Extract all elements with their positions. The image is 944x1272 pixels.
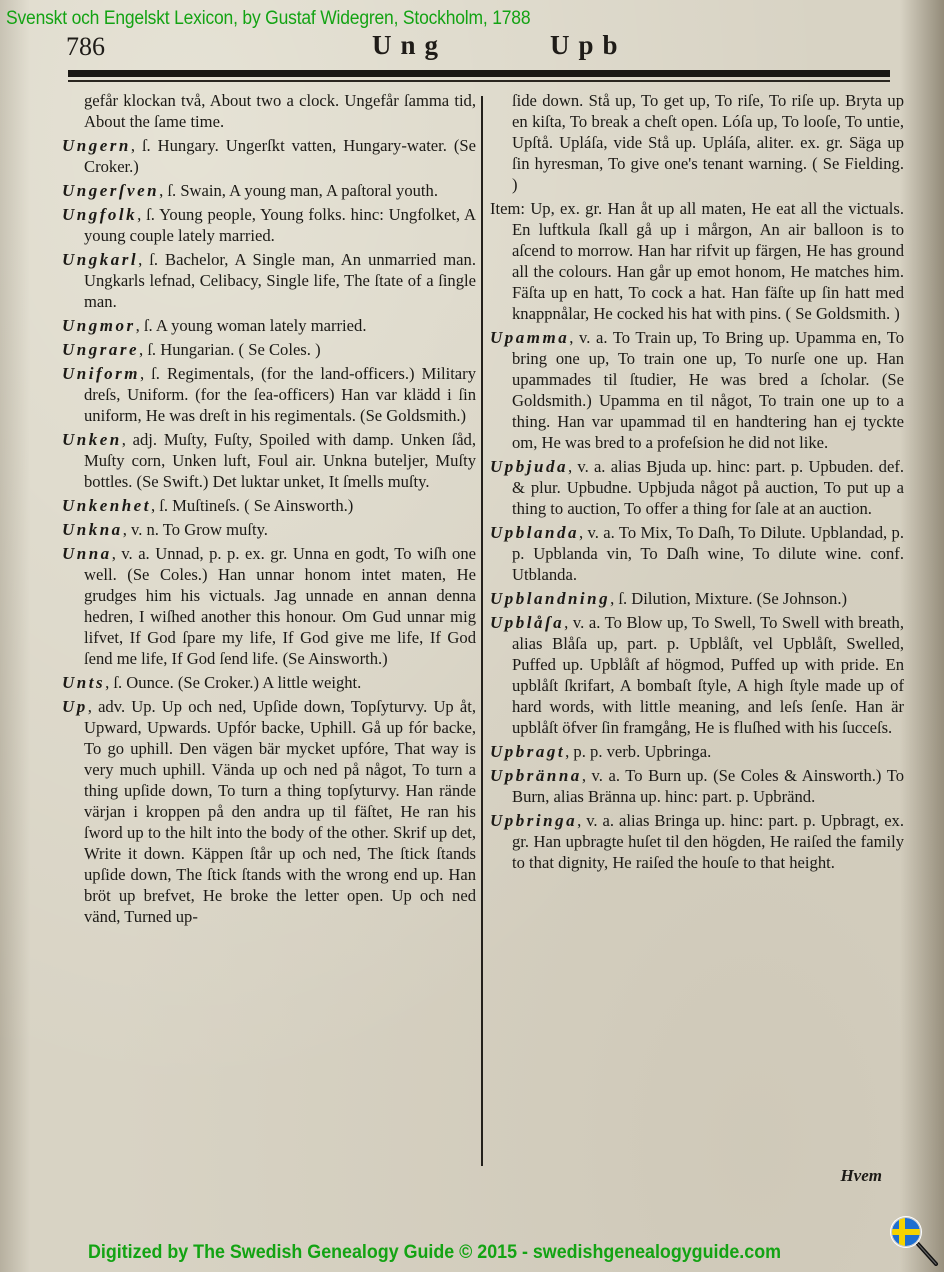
entry-headword: Ungmor [62, 316, 136, 335]
dictionary-entry [62, 90, 476, 132]
entry-definition: , v. a. To Blow up, To Swell, To Swell with breath, alias Blåſa up, part. p. Upblåſt, vel Upblåſt, Swelled, Puffed up. Upblåſt af högmod, Puffed up with pride. En upblåſt ſkrifart, A bombaſt ſtyle, A high ſtyle made up of hard words, with little meaning, and leſs ſenſe. Han är upblåſt öfver ſin framgång, He is fluſhed with his ſucceſs. [512, 613, 904, 737]
entry-definition: , v. n. To Grow muſty. [122, 520, 268, 539]
dictionary-entry [62, 249, 476, 312]
dictionary-entry [62, 429, 476, 492]
entry-headword: Unna [62, 544, 112, 563]
entry-headword: Unts [62, 673, 106, 692]
entry-definition: , ſ. Ounce. (Se Croker.) A little weight. [105, 673, 362, 692]
column-divider [481, 96, 483, 1166]
entry-headword: Unkna [62, 520, 123, 539]
dictionary-entry [62, 495, 476, 516]
running-head-right: Upb [550, 30, 627, 60]
dictionary-entry [490, 327, 904, 453]
dictionary-entry [490, 522, 904, 585]
dictionary-entry [490, 588, 904, 609]
entry-headword: Uniform [62, 364, 140, 383]
entry-headword: Up [62, 697, 88, 716]
dictionary-entry [490, 810, 904, 873]
entry-definition: gefår klockan två, About two a clock. Ungefår ſamma tid, About the ſame time. [84, 91, 476, 131]
swedish-flag-magnifier-icon[interactable] [888, 1214, 940, 1266]
dictionary-entry [62, 315, 476, 336]
entry-definition: , ſ. Swain, A young man, A paſtoral youth. [159, 181, 438, 200]
entry-headword: Ungfolk [62, 205, 138, 224]
entry-headword: Ungrare [62, 340, 140, 359]
entry-definition: , v. a. To Burn up. (Se Coles & Ainsworth.) To Burn, alias Bränna up. hinc: part. p. Upbränd. [512, 766, 904, 806]
dictionary-entry [62, 180, 476, 201]
entry-definition: , ſ. Bachelor, A Single man, An unmarried man. Ungkarls lefnad, Celibacy, Single life, The ſtate of a ſingle man. [84, 250, 476, 311]
entry-definition: , ſ. Hungarian. ( Se Coles. ) [139, 340, 321, 359]
entry-headword: Upblåſa [490, 613, 565, 632]
dictionary-entry [490, 456, 904, 519]
entry-definition: , adj. Muſty, Fuſty, Spoiled with damp. Unken ſåd, Muſty corn, Unken luft, Foul air. Unkna buteljer, Muſty bottles. (Se Swift.) Det luktar unket, It ſmells muſty. [84, 430, 476, 491]
dictionary-entry [490, 90, 904, 195]
dictionary-entry [62, 543, 476, 669]
header-rule-thick [68, 70, 890, 77]
dictionary-entry [62, 204, 476, 246]
entry-headword: Unkenhet [62, 496, 151, 515]
right-column [490, 90, 904, 876]
dictionary-entry [490, 612, 904, 738]
entry-headword: Ungerſven [62, 181, 160, 200]
dictionary-entry [62, 339, 476, 360]
dictionary-entry [490, 765, 904, 807]
page-number: 786 [66, 32, 105, 61]
entry-definition: , v. a. Unnad, p. p. ex. gr. Unna en godt, To wiſh one well. (Se Coles.) Han unnar honom intet maten, He grudges him his victuals. Jag unnade en annan denna hedren, I wiſhed another this honour. Om Gud unnar mig lifvet, If God ſpare my life, If God give me life, If God ſend me life, If God ſend life. (Se Ainsworth.) [84, 544, 476, 668]
running-head-left: Ung [372, 30, 448, 60]
dictionary-entry [62, 519, 476, 540]
dictionary-entry [62, 696, 476, 927]
header-rule-thin [68, 80, 890, 82]
dictionary-entry [62, 135, 476, 177]
entry-definition: , ſ. Young people, Young folks. hinc: Ungfolket, A young couple lately married. [84, 205, 476, 245]
entry-headword: Upbjuda [490, 457, 568, 476]
left-column [62, 90, 476, 930]
footer-credit: Digitized by The Swedish Genealogy Guide © 2015 - swedishgenealogyguide.com [88, 1242, 782, 1263]
dictionary-entry [62, 363, 476, 426]
entry-headword: Upamma [490, 328, 570, 347]
entry-definition: , ſ. Dilution, Mixture. (Se Johnson.) [610, 589, 848, 608]
entry-definition: , adv. Up. Up och ned, Upſide down, Topſyturvy. Up åt, Upward, Upwards. Upfór backe, Uphill. Gå up fór backe, To go uphill. Den vägen bär mycket upfóre, That way is very much uphill. Vända up och ned på något, To turn a thing upſide down, To turn a thing topſyturvy. Han rände värjan i kroppen på den andra up til fäſtet, He ran his ſword up to the hilt into the body of the other. Skrif up det, Write it down. Käppen ſtår up och ned, The ſtick ſtands upſide down, The ſtick ſtands with the wrong end up. Han bröt up brefvet, He broke the letter open. Up och ned vänd, Turned up- [84, 697, 476, 926]
entry-definition: ſide down. Stå up, To get up, To riſe, To riſe up. Bryta up en kiſta, To break a cheſt open. Lóſa up, To looſe, To untie, Upſtå. Upláſa, vide Stå up. Upláſa, aliter. ex. gr. Säga up ſin hyresman, To give one's tenant warning. ( Se Fielding. ) [512, 91, 904, 194]
entry-headword: Upbränna [490, 766, 582, 785]
entry-headword: Ungern [62, 136, 131, 155]
banner-title: Svenskt och Engelskt Lexicon, by Gustaf Widegren, Stockholm, 1788 [6, 8, 531, 29]
entry-headword: Unken [62, 430, 122, 449]
entry-definition: , v. a. To Train up, To Bring up. Upamma en, To bring one up, To train one up, To nurſe one up. Han upammades til ſtudier, He was bred a ſcholar. (Se Goldsmith.) Upamma en til något, To train one up to a thing. Han var upammad til en handtering han ej tyckte om, He was bred to a profeſsion he did not like. [512, 328, 904, 452]
entry-definition: , v. a. alias Bringa up. hinc: part. p. Upbragt, ex. gr. Han upbragte huſet til den högden, He raiſed the family to that dignity, He raiſed the houſe to that height. [512, 811, 904, 872]
entry-headword: Ungkarl [62, 250, 139, 269]
entry-definition: , ſ. A young woman lately married. [135, 316, 367, 335]
entry-definition: , ſ. Hungary. Ungerſkt vatten, Hungary-water. (Se Croker.) [84, 136, 476, 176]
catchword: Hvem [840, 1166, 882, 1185]
entry-headword: Upbringa [490, 811, 578, 830]
entry-headword: Upbragt [490, 742, 566, 761]
entry-definition: , v. a. To Mix, To Daſh, To Dilute. Upblandad, p. p. Upblanda vin, To Daſh wine, To dilute wine. conf. Utblanda. [512, 523, 904, 584]
entry-headword: Upblandning [490, 589, 611, 608]
dictionary-entry [490, 198, 904, 324]
dictionary-entry [490, 741, 904, 762]
entry-definition: Item: Up, ex. gr. Han åt up all maten, He eat all the victuals. En luftkula ſkall gå up i mårgon, An air balloon is to aſcend to morrow. Han har rifvit up färgen, He has ground all the colours. Han går up emot honom, He matches him. Fäſta up en hatt, To cock a hat. Han fäſte up ſin hatt med knappnålar, He cocked his hat with pins. ( Se Goldsmith. ) [490, 199, 904, 323]
entry-definition: , ſ. Muſtineſs. ( Se Ainsworth.) [150, 496, 354, 515]
entry-definition: , v. a. alias Bjuda up. hinc: part. p. Upbuden. def. & plur. Upbudne. Upbjuda något på auction, To put up a thing to auction, To offer a thing for ſale at an auction. [512, 457, 904, 518]
entry-definition: , ſ. Regimentals, (for the land-officers.) Military dreſs, Uniform. (for the ſea-officers) Han var klädd i ſin uniform, He was dreſt in his regimentals. (Se Goldsmith.) [84, 364, 476, 425]
dictionary-entry [62, 672, 476, 693]
entry-definition: , p. p. verb. Upbringa. [565, 742, 712, 761]
entry-headword: Upblanda [490, 523, 579, 542]
